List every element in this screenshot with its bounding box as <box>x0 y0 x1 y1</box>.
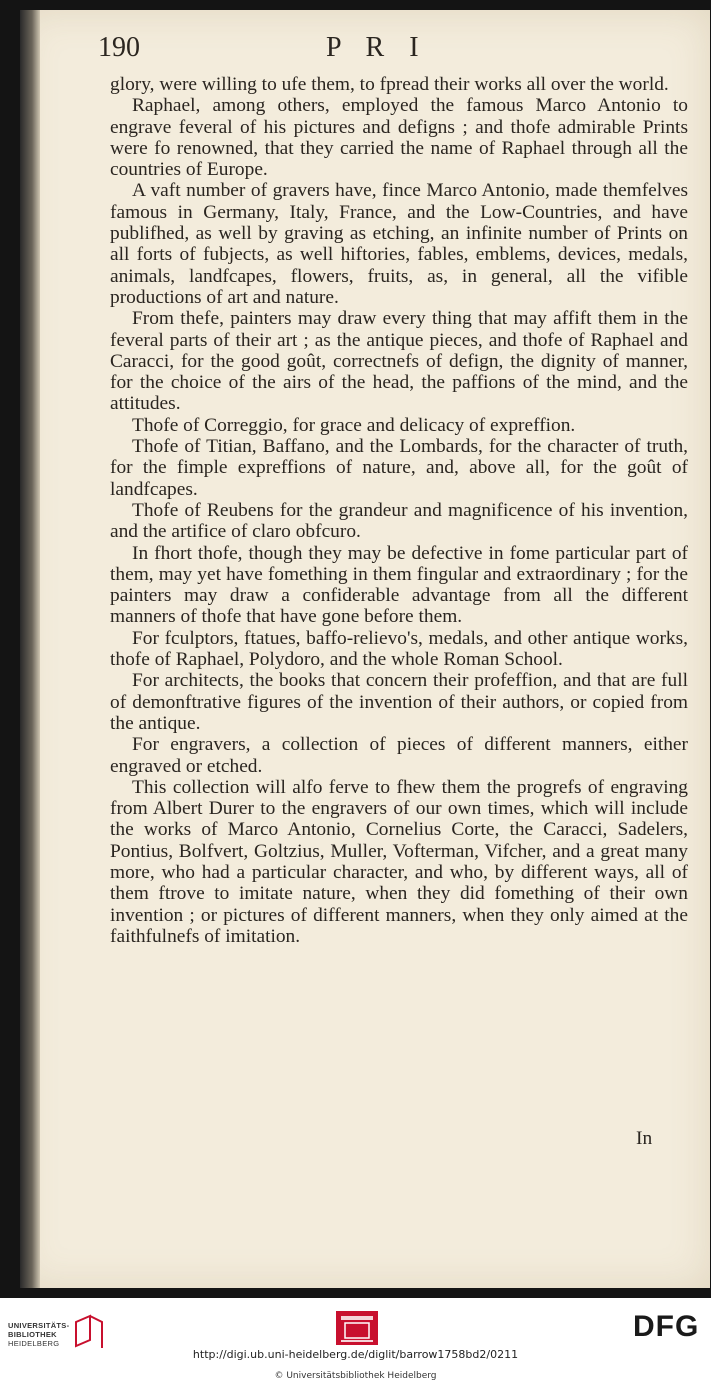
library-name-line: UNIVERSITÄTS- <box>8 1321 70 1330</box>
copyright-notice: © Universitätsbibliothek Heidelberg <box>274 1371 437 1381</box>
library-name-line: BIBLIOTHEK <box>8 1330 57 1339</box>
digitization-seal-icon[interactable] <box>335 1310 379 1346</box>
viewer-footer <box>0 1298 711 1389</box>
paragraph: A vaft number of gravers have, fince Marco Antonio, made themfelves famous in Germany, Italy, France, and the Low-Countries, and have publifhed, as well by graving as etching, an infinite number of Prints on all forts of fubjects, as well hiftories, fables, emblems, devices, medals, animals, landfcapes, flowers, fruits, as, in general, all the vifible productions of art and nature. <box>110 180 688 308</box>
library-city-line: HEIDELBERG <box>8 1339 60 1348</box>
page-gutter <box>20 10 40 1288</box>
paragraph: This collection will alfo ferve to fhew them the progrefs of engraving from Albert Durer to the engravers of our own times, which will include the works of Marco Antonio, Cornelius Corte, the Caracci, Sadelers, Pontius, Bolfvert, Goltzius, Muller, Vofterman, Vifcher, and a great many more, who had a particular character, and who, by different ways, all of them ftrove to imitate nature, when they did fomething of their own invention ; or pictures of different manners, when they only aimed at the faithfulnefs of imitation. <box>110 776 688 947</box>
running-head <box>98 30 658 70</box>
running-title: P R I <box>326 32 428 63</box>
paragraph: For architects, the books that concern their profeffion, and that are full of demonftrative figures of the invention of their authors, or copied from the antique. <box>110 670 688 734</box>
paragraph: For fculptors, ftatues, baffo-relievo's, medals, and other antique works, thofe of Raphael, Polydoro, and the whole Roman School. <box>110 627 688 671</box>
paragraph: Thofe of Titian, Baffano, and the Lombards, for the character of truth, for the fimple expreffions of nature, and, above all, for the goût of landfcapes. <box>110 436 688 500</box>
dfg-logo[interactable]: DFG <box>633 1310 700 1343</box>
permalink[interactable]: http://digi.ub.uni-heidelberg.de/diglit/barrow1758bd2/0211 <box>192 1348 519 1361</box>
paragraph: From thefe, painters may draw every thing that may affift them in the feveral parts of their art ; as the antique pieces, and thofe of Raphael and Caracci, for the good goût, correctnefs of defign, the dignity of manner, for the choice of the airs of the head, the paffions of the mind, and the attitudes. <box>110 308 688 415</box>
paragraph: glory, were willing to ufe them, to fpread their works all over the world. <box>110 74 669 95</box>
library-mark-icon <box>70 1312 106 1352</box>
body-text <box>110 74 688 947</box>
catchword: In <box>636 1128 653 1149</box>
paragraph: Thofe of Reubens for the grandeur and magnificence of his invention, and the artifice of claro obfcuro. <box>110 499 688 543</box>
library-logo[interactable] <box>8 1312 108 1352</box>
paragraph: Thofe of Correggio, for grace and delicacy of expreffion. <box>132 414 576 436</box>
paragraph: Raphael, among others, employed the famous Marco Antonio to engrave feveral of his pictures and defigns ; and thofe admirable Prints were fo renowned, that they carried the name of Raphael through all the countries of Europe. <box>110 95 688 181</box>
paragraph: For engravers, a collection of pieces of different manners, either engraved or etched. <box>110 734 688 777</box>
paragraph: In fhort thofe, though they may be defective in fome particular part of them, may yet have fomething in them fingular and extraordinary ; for the painters may draw a confiderable advantage from all the different manners of thofe that have gone before them. <box>110 542 688 628</box>
page-number: 190 <box>98 32 140 63</box>
